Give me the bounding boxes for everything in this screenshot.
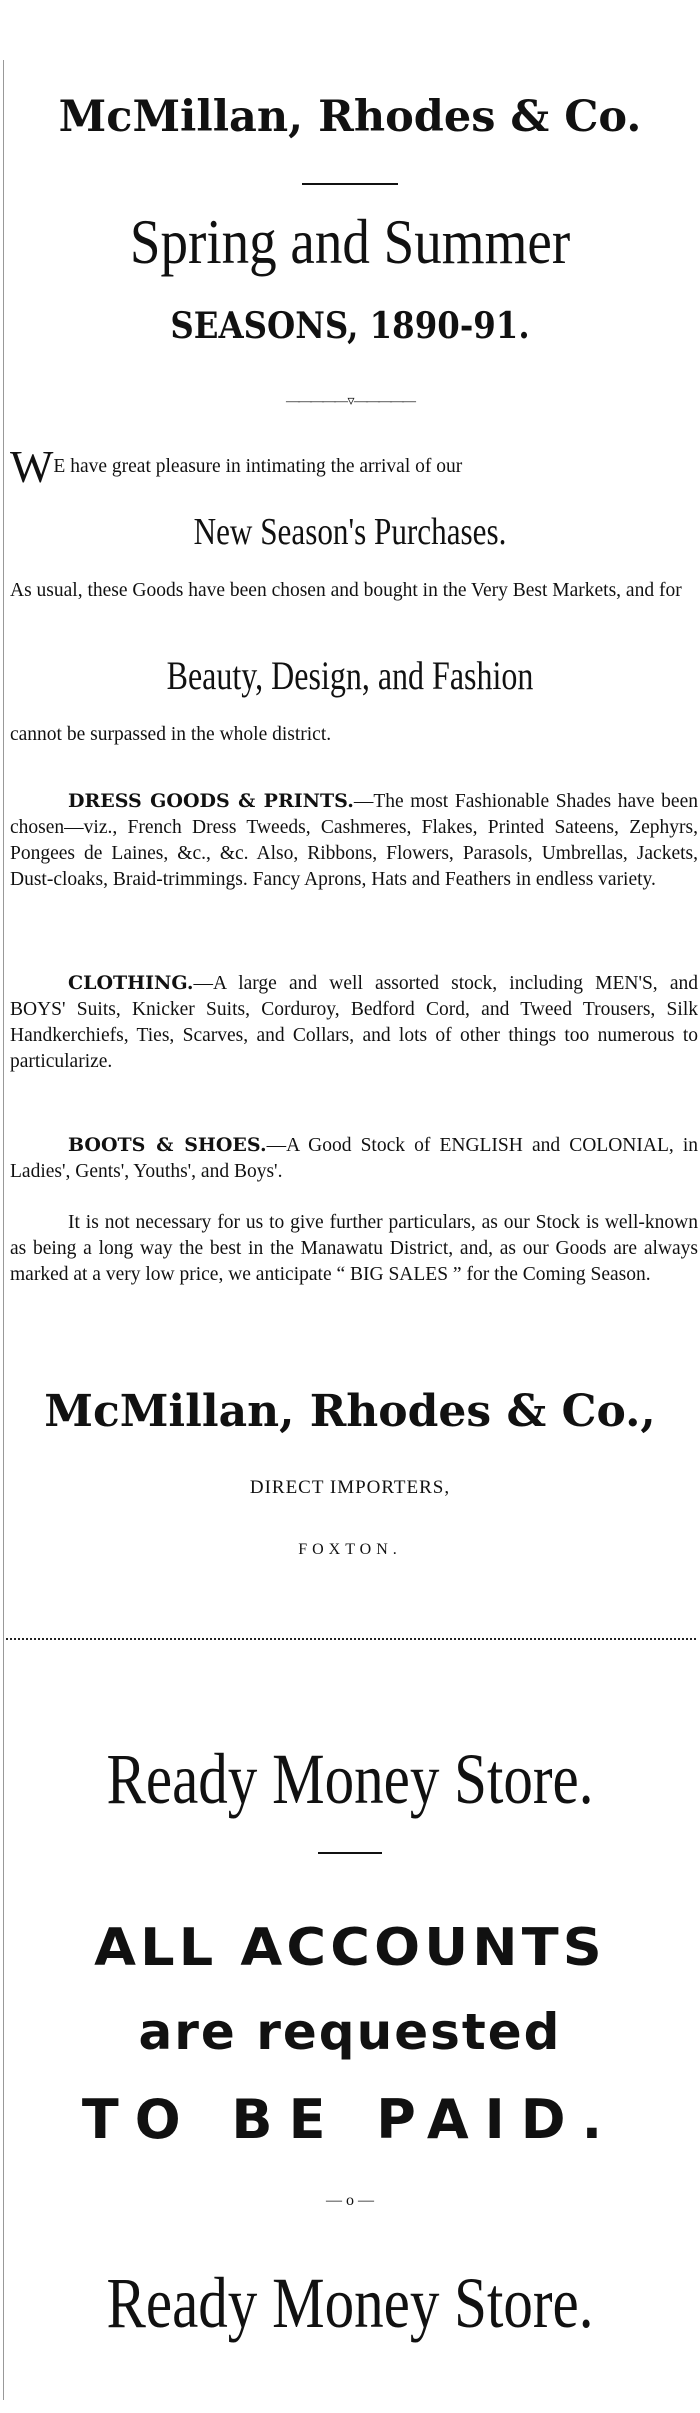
intro-line: [10, 441, 698, 492]
ready-money-store-bottom: Ready Money Store.: [106, 2263, 594, 2343]
clothing-heading: CLOTHING.: [68, 972, 194, 994]
closing-text: It is not necessary for us to give further particulars, as our Stock is well-known as being a long way the best in the Manawatu District, and, as our Goods are always marked at a very low price, we anticipate “ BIG SALES ” for the Coming Season.: [10, 1212, 698, 1285]
boots-shoes-heading: BOOTS & SHOES.: [68, 1134, 267, 1156]
headline-spring-summer: Spring and Summer: [129, 206, 571, 277]
usual-paragraph: As usual, these Goods have been chosen and bought in the Very Best Markets, and for: [10, 580, 682, 601]
clothing-text: —A large and well assorted stock, including MEN'S, and BOYS' Suits, Knicker Suits, Corduroy, Bedford Cord, and Tweed Trousers, Silk Handkerchiefs, Ties, Scarves, and Collars, and lots of other things too numerous to particularize.: [10, 973, 698, 1072]
firm-name-footer: McMillan, Rhodes & Co.,: [44, 1386, 656, 1437]
new-season-purchases: New Season's Purchases.: [193, 511, 507, 553]
cannot-paragraph: cannot be surpassed in the whole district.: [10, 724, 332, 745]
intro-text: E have great pleasure in intimating the arrival of our: [53, 456, 463, 477]
ready-money-store-top: Ready Money Store.: [106, 1739, 594, 1819]
to-be-paid: TO BE PAID.: [81, 2088, 619, 2151]
headline-seasons: SEASONS, 1890-91.: [170, 305, 530, 347]
are-requested: are requested: [138, 2003, 562, 2061]
dress-goods-text: —The most Fashionable Shades have been chosen—viz., French Dress Tweeds, Cashmeres, Flakes, Printed Sateens, Zephyrs, Pongees de Laines, &c., &c. Also, Ribbons, Flowers, Parasols, Umbrellas, Jackets, Dust-cloaks, Braid-trimmings. Fancy Aprons, Hats and Feathers in endless variety.: [10, 791, 698, 890]
all-accounts: ALL ACCOUNTS: [94, 1918, 606, 1978]
boots-shoes-text: —A Good Stock of ENGLISH and COLONIAL, in Ladies', Gents', Youths', and Boys'.: [10, 1135, 698, 1182]
clothing-paragraph: [10, 970, 698, 1075]
short-rule-2: [318, 1852, 382, 1854]
beauty-design-fashion: Beauty, Design, and Fashion: [166, 653, 534, 698]
short-rule: [302, 183, 398, 185]
ornament-divider: ————— ▿ —————: [285, 394, 415, 409]
town-foxton: FOXTON.: [298, 1541, 402, 1558]
dress-goods-heading: DRESS GOODS & PRINTS.: [68, 790, 354, 812]
direct-importers: DIRECT IMPORTERS,: [249, 1477, 451, 1498]
firm-name-header: McMillan, Rhodes & Co.: [58, 92, 642, 142]
drop-cap: W: [10, 441, 54, 492]
dress-goods-paragraph: [10, 788, 698, 893]
separator-o: — o —: [326, 2192, 374, 2209]
closing-paragraph: [10, 1210, 698, 1288]
section-divider: [6, 1638, 696, 1640]
boots-shoes-paragraph: [10, 1132, 698, 1185]
